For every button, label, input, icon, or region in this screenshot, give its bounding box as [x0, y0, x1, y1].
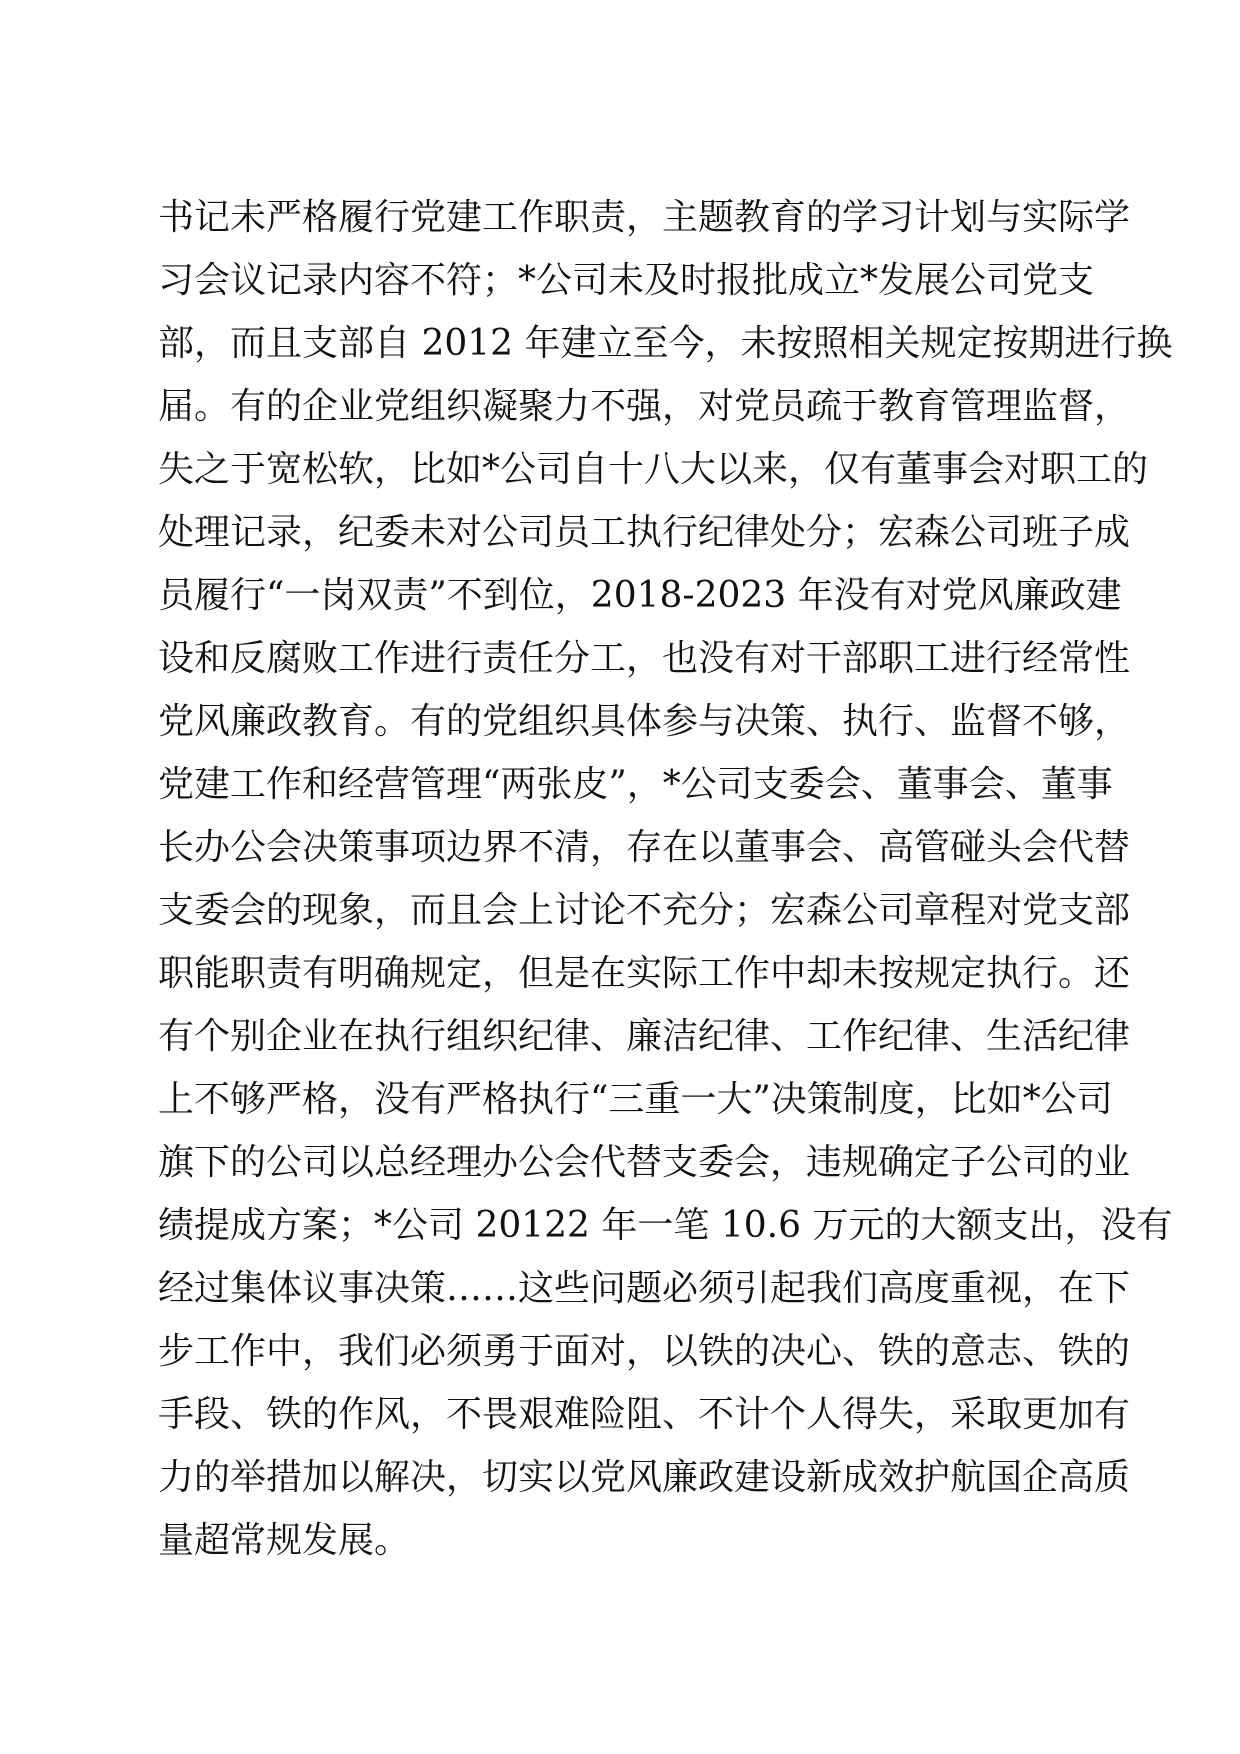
text-line-9: 党风廉政教育。有的党组织具体参与决策、执行、监督不够， — [158, 701, 1131, 742]
text-line-18: 经过集体议事决策……这些问题必须引起我们高度重视，在下 — [158, 1268, 1131, 1309]
text-line-22: 量超常规发展。 — [158, 1520, 411, 1561]
text-line-12: 支委会的现象，而且会上讨论不充分；宏森公司章程对党支部 — [158, 890, 1131, 931]
text-line-11: 长办公会决策事项边界不清，存在以董事会、高管碰头会代替 — [158, 827, 1131, 868]
body-paragraph — [158, 186, 1173, 1572]
text-line-2: 习会议记录内容不符；*公司未及时报批成立*发展公司党支 — [158, 260, 1095, 301]
text-line-3: 部，而且支部自 2012 年建立至今，未按照相关规定按期进行换 — [158, 323, 1173, 364]
text-line-14: 有个别企业在执行组织纪律、廉洁纪律、工作纪律、生活纪律 — [158, 1016, 1131, 1057]
text-line-15: 上不够严格，没有严格执行“三重一大”决策制度，比如*公司 — [158, 1079, 1113, 1120]
text-line-7: 员履行“一岗双责”不到位，2018-2023 年没有对党风廉政建 — [158, 575, 1122, 616]
text-line-21: 力的举措加以解决，切实以党风廉政建设新成效护航国企高质 — [158, 1457, 1131, 1498]
text-line-16: 旗下的公司以总经理办公会代替支委会，违规确定子公司的业 — [158, 1142, 1131, 1183]
text-line-20: 手段、铁的作风，不畏艰难险阻、不计个人得失，采取更加有 — [158, 1394, 1131, 1435]
text-line-6: 处理记录，纪委未对公司员工执行纪律处分；宏森公司班子成 — [158, 512, 1131, 553]
text-line-17: 绩提成方案；*公司 20122 年一笔 10.6 万元的大额支出，没有 — [158, 1205, 1173, 1246]
text-line-13: 职能职责有明确规定，但是在实际工作中却未按规定执行。还 — [158, 953, 1131, 994]
text-line-4: 届。有的企业党组织凝聚力不强，对党员疏于教育管理监督， — [158, 386, 1131, 427]
text-line-10: 党建工作和经营管理“两张皮”，*公司支委会、董事会、董事 — [158, 764, 1113, 805]
text-line-5: 失之于宽松软，比如*公司自十八大以来，仅有董事会对职工的 — [158, 449, 1149, 490]
text-line-19: 步工作中，我们必须勇于面对，以铁的决心、铁的意志、铁的 — [158, 1331, 1131, 1372]
text-line-8: 设和反腐败工作进行责任分工，也没有对干部职工进行经常性 — [158, 638, 1131, 679]
text-line-1: 书记未严格履行党建工作职责，主题教育的学习计划与实际学 — [158, 197, 1131, 238]
